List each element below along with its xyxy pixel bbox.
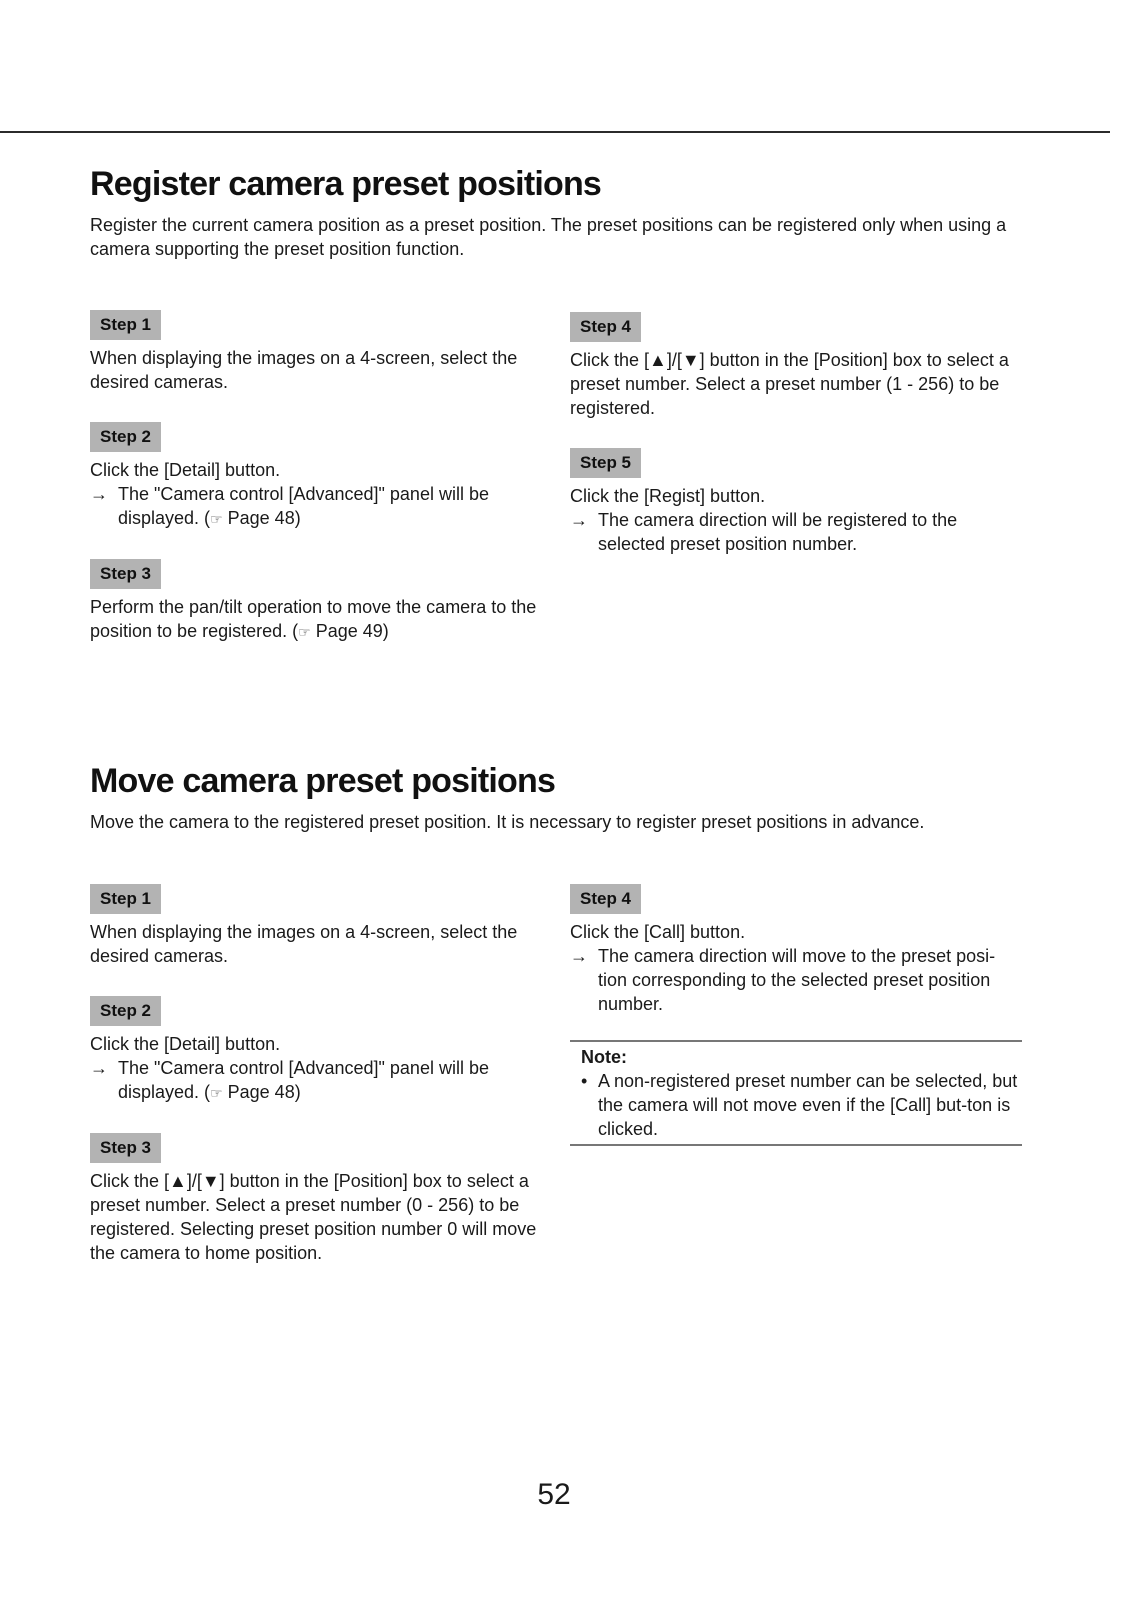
step-result [90, 482, 542, 531]
register-steps-right [570, 312, 1022, 556]
section-title-move: Move camera preset positions [90, 762, 556, 800]
step-text: Click the [Detail] button. [90, 1034, 281, 1054]
arrow-icon: → [570, 946, 588, 966]
arrow-icon: → [570, 510, 588, 530]
step-label: Step 1 [90, 310, 161, 340]
step-label: Step 3 [90, 559, 161, 589]
header-rule [0, 131, 1110, 133]
step-label: Step 5 [570, 448, 641, 478]
step-text: Click the [Regist] button. [570, 486, 766, 506]
step-result [90, 1056, 542, 1105]
result-text: The camera direction will move to the preset posi-tion corresponding to the selected preset position number. [598, 946, 996, 1014]
step-text: Click the [▲]/[▼] button in the [Position] box to select a preset number. Select a preset number (0 - 256) to be registered. Selecting preset position number 0 will move the camera to home position. [90, 1171, 537, 1263]
section-intro-move: Move the camera to the registered preset position. It is necessary to register preset positions in advance. [90, 812, 925, 832]
move-steps-right [570, 884, 1022, 1146]
register-step-4 [570, 312, 1022, 420]
step-result [570, 508, 1022, 556]
reference-icon: ☞ [210, 511, 223, 527]
step-result [570, 944, 1022, 1016]
note-title: Note: [581, 1047, 627, 1067]
register-step-5 [570, 448, 1022, 556]
page-reference: Page 49) [315, 621, 389, 641]
step-label: Step 1 [90, 884, 161, 914]
step-text: When displaying the images on a 4-screen, select the desired cameras. [90, 922, 518, 966]
page-reference: Page 48) [227, 508, 301, 528]
step-text: Click the [▲]/[▼] button in the [Position] box to select a preset number. Select a preset number (1 - 256) to be registered. [570, 350, 1009, 418]
move-step-3 [90, 1133, 542, 1265]
register-step-3 [90, 559, 542, 644]
step-text [90, 595, 542, 644]
move-step-4 [570, 884, 1022, 1016]
move-steps-left [90, 884, 542, 1265]
step-label: Step 4 [570, 312, 641, 342]
reference-icon: ☞ [298, 624, 311, 640]
result-text: The "Camera control [Advanced]" panel will be displayed. ( [118, 484, 489, 528]
page-number: 52 [537, 1478, 571, 1511]
step-text: When displaying the images on a 4-screen, select the desired cameras. [90, 348, 518, 392]
step-text: Click the [Call] button. [570, 922, 746, 942]
register-steps-left [90, 310, 542, 644]
move-step-1 [90, 884, 542, 968]
register-step-2 [90, 422, 542, 531]
step-label: Step 4 [570, 884, 641, 914]
register-step-1 [90, 310, 542, 394]
section-intro-register: Register the current camera position as a preset position. The preset positions can be registered only when using a camera supporting the preset position function. [90, 215, 1007, 259]
result-text: The camera direction will be registered to the selected preset position number. [598, 510, 958, 554]
step-label: Step 2 [90, 996, 161, 1026]
step-label: Step 3 [90, 1133, 161, 1163]
page-reference: Page 48) [227, 1082, 301, 1102]
arrow-icon: → [90, 484, 108, 504]
step-text-body: Perform the pan/tilt operation to move the camera to the position to be registered. ( [90, 597, 537, 641]
step-text: Click the [Detail] button. [90, 460, 281, 480]
step-label: Step 2 [90, 422, 161, 452]
note-box [570, 1040, 1022, 1146]
result-text: The "Camera control [Advanced]" panel will be displayed. ( [118, 1058, 489, 1102]
arrow-icon: → [90, 1058, 108, 1078]
bullet-icon: • [581, 1071, 588, 1091]
note-item [581, 1069, 1022, 1141]
note-item-text: A non-registered preset number can be selected, but the camera will not move even if the [Call] but-ton is clicked. [598, 1071, 1018, 1139]
reference-icon: ☞ [210, 1085, 223, 1101]
move-step-2 [90, 996, 542, 1105]
section-title-register: Register camera preset positions [90, 165, 602, 203]
